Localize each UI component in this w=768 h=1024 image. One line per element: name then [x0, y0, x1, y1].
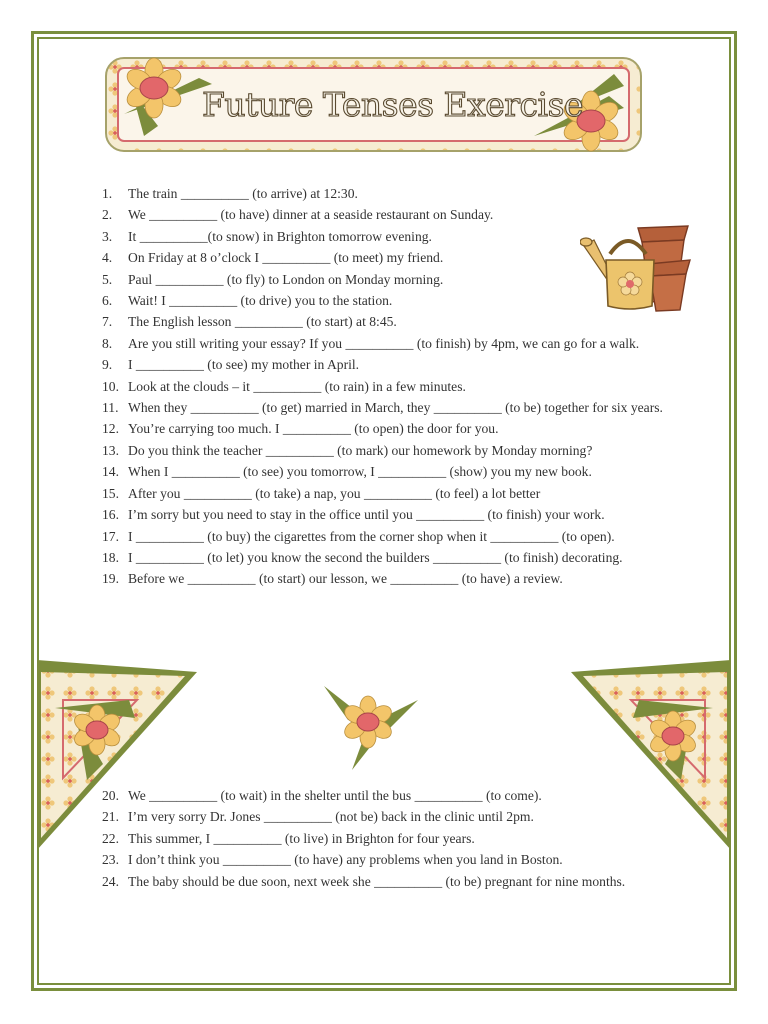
exercise-number: 20. — [102, 788, 119, 803]
exercise-item — [102, 311, 682, 332]
exercise-item — [102, 871, 682, 892]
exercise-item — [102, 418, 682, 439]
exercise-number: 13. — [102, 442, 119, 458]
exercise-number: 11. — [102, 400, 119, 416]
exercise-number: 1. — [102, 186, 113, 201]
exercise-item — [102, 785, 682, 806]
flower-icon — [318, 682, 422, 774]
exercise-sentence: You’re carrying too much. I __________ (to open) the door for you. — [128, 421, 499, 437]
exercise-item — [102, 226, 682, 247]
exercise-item — [102, 354, 682, 375]
exercise-sentence: The English lesson __________ (to start) at 8:45. — [128, 314, 397, 330]
exercise-item — [102, 526, 682, 547]
exercise-item — [102, 849, 682, 870]
exercise-item — [102, 806, 682, 827]
exercise-number: 8. — [102, 335, 113, 351]
exercise-item — [102, 397, 682, 418]
exercise-number: 10. — [102, 378, 119, 394]
exercise-sentence: When they __________ (to get) married in March, they __________ (to be) together for six years. — [128, 400, 663, 416]
exercise-item — [102, 440, 682, 461]
title-banner — [104, 56, 643, 153]
exercise-item — [102, 376, 682, 397]
exercise-number: 19. — [102, 571, 119, 587]
exercise-sentence: I’m sorry but you need to stay in the office until you __________ (to finish) your work. — [128, 507, 605, 523]
exercise-sentence: Are you still writing your essay? If you __________ (to finish) by 4pm, we can go for a walk. — [128, 335, 640, 351]
exercise-number: 23. — [102, 852, 119, 868]
exercise-sentence: This summer, I __________ (to live) in Brighton for four years. — [128, 830, 475, 846]
exercise-item — [102, 504, 682, 525]
exercise-item — [102, 247, 682, 268]
exercise-number: 18. — [102, 549, 119, 565]
exercise-number: 6. — [102, 293, 113, 309]
exercise-number: 21. — [102, 809, 119, 825]
exercise-sentence: The baby should be due soon, next week she __________ (to be) pregnant for nine months. — [128, 873, 626, 889]
exercise-item — [102, 290, 682, 311]
exercise-number: 7. — [102, 314, 113, 330]
exercise-sentence: I’m very sorry Dr. Jones __________ (not be) back in the clinic until 2pm. — [128, 809, 534, 825]
exercise-sentence: We __________ (to have) dinner at a seaside restaurant on Sunday. — [128, 207, 494, 223]
exercise-sentence: Paul __________ (to fly) to London on Monday morning. — [128, 271, 444, 287]
exercise-item — [102, 461, 682, 482]
exercise-sentence: I __________ (to let) you know the second the builders __________ (to finish) decorating. — [128, 549, 623, 565]
exercise-sentence: The train __________ (to arrive) at 12:30. — [128, 186, 358, 201]
exercise-sentence: It __________(to snow) in Brighton tomorrow evening. — [128, 228, 432, 244]
exercise-number: 14. — [102, 464, 119, 480]
exercise-sentence: We __________ (to wait) in the shelter until the bus __________ (to come). — [128, 788, 542, 803]
exercise-number: 16. — [102, 507, 119, 523]
exercise-number: 4. — [102, 250, 113, 266]
exercise-number: 9. — [102, 357, 113, 373]
page-title: Future Tenses Exercise — [201, 85, 584, 124]
exercise-item — [102, 483, 682, 504]
exercise-list-part2 — [102, 785, 682, 892]
exercise-item — [102, 828, 682, 849]
exercise-number: 24. — [102, 873, 119, 889]
exercise-sentence: When I __________ (to see) you tomorrow, I __________ (show) you my new book. — [128, 464, 592, 480]
exercise-item — [102, 204, 682, 225]
exercise-sentence: Do you think the teacher __________ (to mark) our homework by Monday morning? — [128, 442, 593, 458]
exercise-sentence: After you __________ (to take) a nap, you __________ (to feel) a lot better — [128, 485, 541, 501]
exercise-item — [102, 183, 682, 204]
exercise-item — [102, 568, 682, 589]
exercise-sentence: On Friday at 8 o’clock I __________ (to meet) my friend. — [128, 250, 444, 266]
exercise-sentence: I __________ (to see) my mother in April. — [128, 357, 360, 373]
exercise-number: 5. — [102, 271, 113, 287]
exercise-sentence: Before we __________ (to start) our lesson, we __________ (to have) a review. — [128, 571, 563, 587]
exercise-sentence: Look at the clouds – it __________ (to rain) in a few minutes. — [128, 378, 466, 394]
exercise-number: 15. — [102, 485, 119, 501]
exercise-number: 2. — [102, 207, 113, 223]
exercise-item — [102, 547, 682, 568]
exercise-item — [102, 269, 682, 290]
exercise-number: 12. — [102, 421, 119, 437]
exercise-sentence: I don’t think you __________ (to have) any problems when you land in Boston. — [128, 852, 563, 868]
exercise-sentence: Wait! I __________ (to drive) you to the station. — [128, 293, 393, 309]
exercise-sentence: I __________ (to buy) the cigarettes from the corner shop when it __________ (to open). — [128, 528, 615, 544]
exercise-number: 17. — [102, 528, 119, 544]
exercise-number: 22. — [102, 830, 119, 846]
exercise-list-part1 — [102, 183, 682, 590]
exercise-item — [102, 333, 682, 354]
exercise-number: 3. — [102, 228, 113, 244]
